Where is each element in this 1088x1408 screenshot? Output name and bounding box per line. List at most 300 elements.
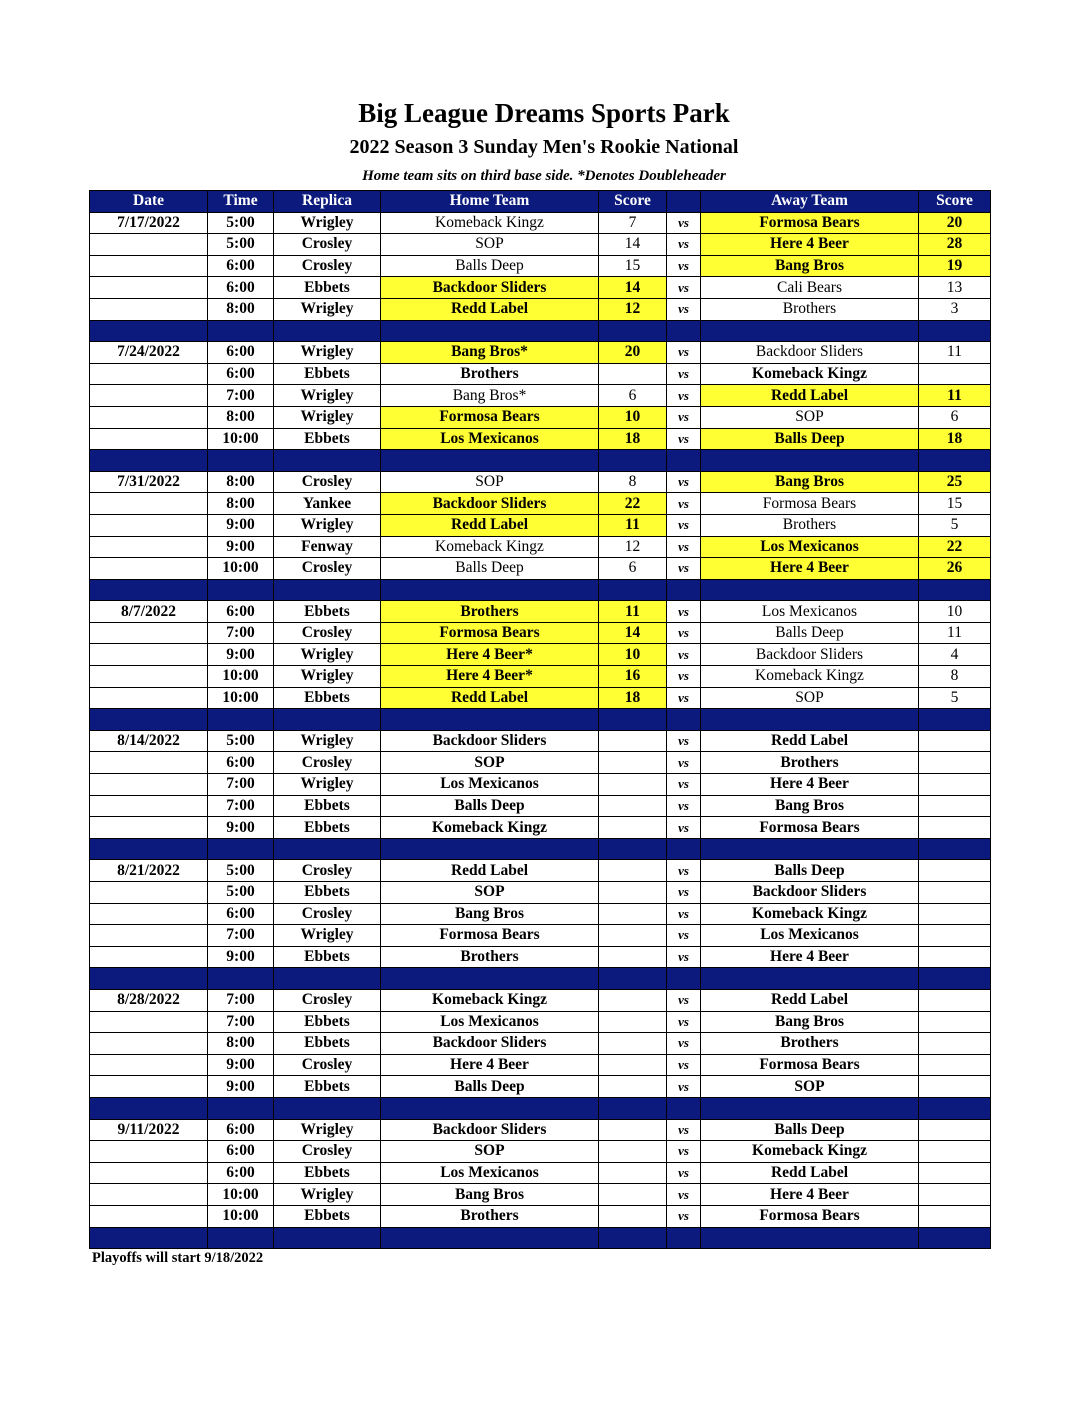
cell-time: 10:00 [208, 1205, 274, 1227]
cell-away-team: Here 4 Beer [701, 234, 919, 256]
separator-cell [90, 838, 208, 860]
cell-time: 10:00 [208, 1184, 274, 1206]
cell-home-score [599, 903, 667, 925]
separator-cell [599, 1097, 667, 1119]
game-row [90, 1184, 991, 1206]
cell-home-team: Los Mexicanos [381, 428, 599, 450]
cell-away-team: Here 4 Beer [701, 558, 919, 580]
cell-away-team: Bang Bros [701, 795, 919, 817]
cell-vs: vs [667, 1076, 701, 1098]
cell-home-score [599, 1011, 667, 1033]
game-row [90, 795, 991, 817]
cell-away-score: 3 [919, 298, 991, 320]
separator-cell [701, 838, 919, 860]
cell-away-score [919, 925, 991, 947]
cell-home-score [599, 795, 667, 817]
cell-date [90, 1054, 208, 1076]
game-row [90, 536, 991, 558]
cell-replica: Wrigley [274, 298, 381, 320]
cell-vs: vs [667, 514, 701, 536]
cell-date [90, 946, 208, 968]
cell-away-score [919, 1184, 991, 1206]
page-subtitle: 2022 Season 3 Sunday Men's Rookie National [349, 136, 739, 158]
cell-home-team: Komeback Kingz [381, 989, 599, 1011]
cell-replica: Wrigley [274, 666, 381, 688]
separator-cell [381, 1097, 599, 1119]
cell-home-team: SOP [381, 752, 599, 774]
cell-time: 6:00 [208, 752, 274, 774]
cell-home-score: 14 [599, 622, 667, 644]
cell-home-team: Bang Bros [381, 1184, 599, 1206]
cell-replica: Wrigley [274, 1184, 381, 1206]
cell-away-team: Bang Bros [701, 1011, 919, 1033]
cell-away-team: Formosa Bears [701, 212, 919, 234]
week-separator-row [90, 579, 991, 601]
cell-away-team: Balls Deep [701, 622, 919, 644]
cell-away-score: 6 [919, 406, 991, 428]
cell-time: 5:00 [208, 860, 274, 882]
cell-away-team: Los Mexicanos [701, 601, 919, 623]
separator-cell [90, 1227, 208, 1249]
cell-date [90, 1162, 208, 1184]
cell-time: 9:00 [208, 946, 274, 968]
cell-replica: Ebbets [274, 601, 381, 623]
cell-date [90, 406, 208, 428]
game-row [90, 1205, 991, 1227]
cell-away-score [919, 1033, 991, 1055]
col-header-home-team: Home Team [381, 191, 599, 213]
cell-time: 6:00 [208, 903, 274, 925]
separator-cell [381, 579, 599, 601]
cell-home-score [599, 774, 667, 796]
cell-away-score: 28 [919, 234, 991, 256]
cell-home-score: 11 [599, 601, 667, 623]
cell-away-team: Balls Deep [701, 860, 919, 882]
separator-cell [919, 320, 991, 342]
game-row [90, 730, 991, 752]
col-header-vs [667, 191, 701, 213]
cell-vs: vs [667, 752, 701, 774]
cell-replica: Ebbets [274, 795, 381, 817]
separator-cell [667, 838, 701, 860]
cell-away-score [919, 795, 991, 817]
cell-away-score: 11 [919, 385, 991, 407]
cell-home-team: Komeback Kingz [381, 212, 599, 234]
cell-away-score [919, 730, 991, 752]
cell-away-score [919, 1141, 991, 1163]
cell-vs: vs [667, 277, 701, 299]
cell-replica: Wrigley [274, 514, 381, 536]
cell-date: 8/28/2022 [90, 989, 208, 1011]
cell-vs: vs [667, 795, 701, 817]
cell-away-team: Redd Label [701, 1162, 919, 1184]
cell-away-team: Redd Label [701, 385, 919, 407]
cell-time: 7:00 [208, 622, 274, 644]
cell-home-score [599, 730, 667, 752]
cell-home-score [599, 817, 667, 839]
separator-cell [599, 450, 667, 472]
week-separator-row [90, 1097, 991, 1119]
cell-away-team: Backdoor Sliders [701, 644, 919, 666]
cell-away-score: 22 [919, 536, 991, 558]
cell-away-score: 4 [919, 644, 991, 666]
cell-time: 6:00 [208, 255, 274, 277]
game-row [90, 687, 991, 709]
cell-away-score [919, 860, 991, 882]
cell-vs: vs [667, 644, 701, 666]
cell-time: 9:00 [208, 1054, 274, 1076]
game-row [90, 428, 991, 450]
cell-home-team: Balls Deep [381, 255, 599, 277]
separator-cell [667, 1227, 701, 1249]
separator-cell [274, 968, 381, 990]
cell-replica: Wrigley [274, 925, 381, 947]
separator-cell [667, 968, 701, 990]
separator-cell [208, 579, 274, 601]
cell-replica: Wrigley [274, 406, 381, 428]
cell-vs: vs [667, 493, 701, 515]
cell-date: 7/24/2022 [90, 342, 208, 364]
cell-home-score [599, 1205, 667, 1227]
separator-cell [667, 579, 701, 601]
cell-vs: vs [667, 385, 701, 407]
cell-time: 7:00 [208, 989, 274, 1011]
cell-replica: Ebbets [274, 277, 381, 299]
cell-vs: vs [667, 1205, 701, 1227]
schedule-table [89, 190, 991, 1249]
week-separator-row [90, 709, 991, 731]
cell-vs: vs [667, 903, 701, 925]
cell-vs: vs [667, 946, 701, 968]
col-header-away-team: Away Team [701, 191, 919, 213]
separator-cell [599, 709, 667, 731]
cell-replica: Wrigley [274, 385, 381, 407]
week-separator-row [90, 1227, 991, 1249]
game-row [90, 1054, 991, 1076]
cell-home-team: Brothers [381, 1205, 599, 1227]
game-row [90, 622, 991, 644]
cell-home-team: Redd Label [381, 298, 599, 320]
cell-time: 10:00 [208, 687, 274, 709]
cell-replica: Wrigley [274, 730, 381, 752]
separator-cell [701, 1227, 919, 1249]
cell-away-score [919, 363, 991, 385]
separator-cell [919, 1097, 991, 1119]
cell-home-score [599, 752, 667, 774]
cell-home-score [599, 1054, 667, 1076]
cell-date: 7/31/2022 [90, 471, 208, 493]
game-row [90, 363, 991, 385]
cell-home-team: Los Mexicanos [381, 1011, 599, 1033]
col-header-date: Date [90, 191, 208, 213]
cell-home-score [599, 882, 667, 904]
separator-cell [90, 709, 208, 731]
cell-vs: vs [667, 989, 701, 1011]
cell-away-score [919, 1205, 991, 1227]
cell-home-score [599, 1141, 667, 1163]
cell-home-team: Here 4 Beer* [381, 644, 599, 666]
cell-home-team: Balls Deep [381, 795, 599, 817]
cell-replica: Crosley [274, 989, 381, 1011]
cell-away-score: 19 [919, 255, 991, 277]
cell-replica: Ebbets [274, 946, 381, 968]
cell-replica: Ebbets [274, 1205, 381, 1227]
cell-time: 7:00 [208, 774, 274, 796]
cell-replica: Crosley [274, 234, 381, 256]
cell-vs: vs [667, 406, 701, 428]
cell-away-team: Komeback Kingz [701, 1141, 919, 1163]
cell-date [90, 255, 208, 277]
cell-away-score: 26 [919, 558, 991, 580]
separator-cell [208, 320, 274, 342]
cell-vs: vs [667, 1184, 701, 1206]
separator-cell [919, 579, 991, 601]
cell-date [90, 817, 208, 839]
cell-home-score: 18 [599, 687, 667, 709]
cell-home-score: 6 [599, 385, 667, 407]
cell-date [90, 795, 208, 817]
cell-time: 7:00 [208, 925, 274, 947]
cell-home-score: 14 [599, 277, 667, 299]
cell-replica: Crosley [274, 471, 381, 493]
game-row [90, 1033, 991, 1055]
cell-away-team: Balls Deep [701, 428, 919, 450]
cell-date: 8/21/2022 [90, 860, 208, 882]
cell-home-team: Los Mexicanos [381, 774, 599, 796]
cell-time: 7:00 [208, 385, 274, 407]
cell-home-score: 14 [599, 234, 667, 256]
cell-date [90, 385, 208, 407]
separator-cell [208, 968, 274, 990]
cell-time: 8:00 [208, 406, 274, 428]
cell-away-team: Formosa Bears [701, 1054, 919, 1076]
cell-time: 10:00 [208, 428, 274, 450]
cell-home-score [599, 363, 667, 385]
cell-home-team: Backdoor Sliders [381, 493, 599, 515]
cell-replica: Crosley [274, 255, 381, 277]
cell-home-score: 12 [599, 298, 667, 320]
cell-away-score [919, 1162, 991, 1184]
cell-home-team: Balls Deep [381, 1076, 599, 1098]
cell-away-team: SOP [701, 1076, 919, 1098]
cell-time: 7:00 [208, 1011, 274, 1033]
cell-home-team: Bang Bros [381, 903, 599, 925]
cell-date [90, 687, 208, 709]
cell-time: 5:00 [208, 730, 274, 752]
cell-vs: vs [667, 1141, 701, 1163]
cell-date [90, 666, 208, 688]
separator-cell [701, 450, 919, 472]
separator-cell [381, 838, 599, 860]
game-row [90, 385, 991, 407]
week-separator-row [90, 968, 991, 990]
cell-home-score: 12 [599, 536, 667, 558]
cell-date [90, 752, 208, 774]
cell-replica: Ebbets [274, 817, 381, 839]
cell-time: 5:00 [208, 212, 274, 234]
separator-cell [274, 450, 381, 472]
separator-cell [919, 1227, 991, 1249]
col-header-away-score: Score [919, 191, 991, 213]
game-row [90, 666, 991, 688]
cell-away-team: Backdoor Sliders [701, 882, 919, 904]
cell-replica: Crosley [274, 903, 381, 925]
separator-cell [208, 450, 274, 472]
cell-home-team: Redd Label [381, 514, 599, 536]
cell-vs: vs [667, 212, 701, 234]
separator-cell [599, 1227, 667, 1249]
cell-away-team: Brothers [701, 514, 919, 536]
separator-cell [599, 968, 667, 990]
separator-cell [701, 320, 919, 342]
separator-cell [90, 579, 208, 601]
cell-away-score: 11 [919, 622, 991, 644]
cell-away-team: Here 4 Beer [701, 774, 919, 796]
cell-away-team: Brothers [701, 1033, 919, 1055]
cell-home-score [599, 1033, 667, 1055]
game-row [90, 860, 991, 882]
cell-vs: vs [667, 730, 701, 752]
game-row [90, 925, 991, 947]
cell-vs: vs [667, 363, 701, 385]
cell-time: 6:00 [208, 601, 274, 623]
cell-date [90, 1184, 208, 1206]
game-row [90, 1162, 991, 1184]
cell-date [90, 622, 208, 644]
cell-away-score: 11 [919, 342, 991, 364]
cell-away-team: Bang Bros [701, 255, 919, 277]
cell-home-team: Los Mexicanos [381, 1162, 599, 1184]
separator-cell [90, 320, 208, 342]
cell-time: 6:00 [208, 1162, 274, 1184]
separator-cell [90, 1097, 208, 1119]
cell-home-score: 18 [599, 428, 667, 450]
game-row [90, 234, 991, 256]
cell-time: 9:00 [208, 644, 274, 666]
game-row [90, 882, 991, 904]
cell-away-team: Komeback Kingz [701, 363, 919, 385]
cell-home-team: Brothers [381, 946, 599, 968]
cell-away-score [919, 817, 991, 839]
separator-cell [381, 968, 599, 990]
cell-time: 6:00 [208, 277, 274, 299]
cell-home-team: Here 4 Beer [381, 1054, 599, 1076]
cell-home-score [599, 1162, 667, 1184]
cell-home-score [599, 946, 667, 968]
col-header-time: Time [208, 191, 274, 213]
cell-replica: Crosley [274, 860, 381, 882]
cell-home-team: Formosa Bears [381, 925, 599, 947]
cell-away-score: 8 [919, 666, 991, 688]
cell-replica: Wrigley [274, 342, 381, 364]
cell-vs: vs [667, 1054, 701, 1076]
cell-time: 5:00 [208, 882, 274, 904]
cell-time: 10:00 [208, 558, 274, 580]
cell-time: 6:00 [208, 1119, 274, 1141]
separator-cell [667, 1097, 701, 1119]
cell-time: 6:00 [208, 342, 274, 364]
separator-cell [90, 968, 208, 990]
week-separator-row [90, 450, 991, 472]
separator-cell [701, 709, 919, 731]
cell-replica: Wrigley [274, 644, 381, 666]
cell-away-team: Brothers [701, 752, 919, 774]
cell-home-team: Here 4 Beer* [381, 666, 599, 688]
cell-date [90, 277, 208, 299]
separator-cell [701, 1097, 919, 1119]
cell-replica: Wrigley [274, 212, 381, 234]
cell-away-team: Formosa Bears [701, 493, 919, 515]
cell-away-team: Los Mexicanos [701, 536, 919, 558]
cell-home-score: 22 [599, 493, 667, 515]
game-row [90, 1076, 991, 1098]
cell-date [90, 558, 208, 580]
cell-away-team: Here 4 Beer [701, 946, 919, 968]
cell-home-score: 16 [599, 666, 667, 688]
page-title: Big League Dreams Sports Park [358, 98, 730, 128]
cell-home-team: Brothers [381, 601, 599, 623]
game-row [90, 601, 991, 623]
cell-home-team: Backdoor Sliders [381, 730, 599, 752]
week-separator-row [90, 838, 991, 860]
cell-date [90, 1205, 208, 1227]
separator-cell [208, 1227, 274, 1249]
cell-date [90, 644, 208, 666]
cell-vs: vs [667, 536, 701, 558]
separator-cell [90, 450, 208, 472]
cell-home-score: 20 [599, 342, 667, 364]
cell-vs: vs [667, 1162, 701, 1184]
cell-vs: vs [667, 471, 701, 493]
cell-away-score: 5 [919, 687, 991, 709]
cell-replica: Ebbets [274, 1076, 381, 1098]
cell-date: 8/14/2022 [90, 730, 208, 752]
cell-home-team: Redd Label [381, 687, 599, 709]
cell-date [90, 363, 208, 385]
cell-replica: Crosley [274, 1054, 381, 1076]
game-row [90, 471, 991, 493]
cell-vs: vs [667, 622, 701, 644]
cell-time: 5:00 [208, 234, 274, 256]
col-header-home-score: Score [599, 191, 667, 213]
week-separator-row [90, 320, 991, 342]
cell-vs: vs [667, 558, 701, 580]
cell-time: 8:00 [208, 471, 274, 493]
separator-cell [274, 838, 381, 860]
cell-home-team: Redd Label [381, 860, 599, 882]
cell-away-score [919, 1054, 991, 1076]
separator-cell [274, 320, 381, 342]
cell-away-team: Balls Deep [701, 1119, 919, 1141]
separator-cell [274, 579, 381, 601]
cell-home-score [599, 925, 667, 947]
game-row [90, 255, 991, 277]
separator-cell [919, 709, 991, 731]
cell-away-score [919, 946, 991, 968]
cell-vs: vs [667, 428, 701, 450]
separator-cell [919, 838, 991, 860]
cell-away-team: Formosa Bears [701, 1205, 919, 1227]
cell-away-score [919, 752, 991, 774]
cell-away-score [919, 1011, 991, 1033]
separator-cell [701, 579, 919, 601]
cell-date [90, 428, 208, 450]
cell-away-score: 18 [919, 428, 991, 450]
cell-home-score: 11 [599, 514, 667, 536]
separator-cell [381, 709, 599, 731]
cell-time: 7:00 [208, 795, 274, 817]
separator-cell [667, 450, 701, 472]
